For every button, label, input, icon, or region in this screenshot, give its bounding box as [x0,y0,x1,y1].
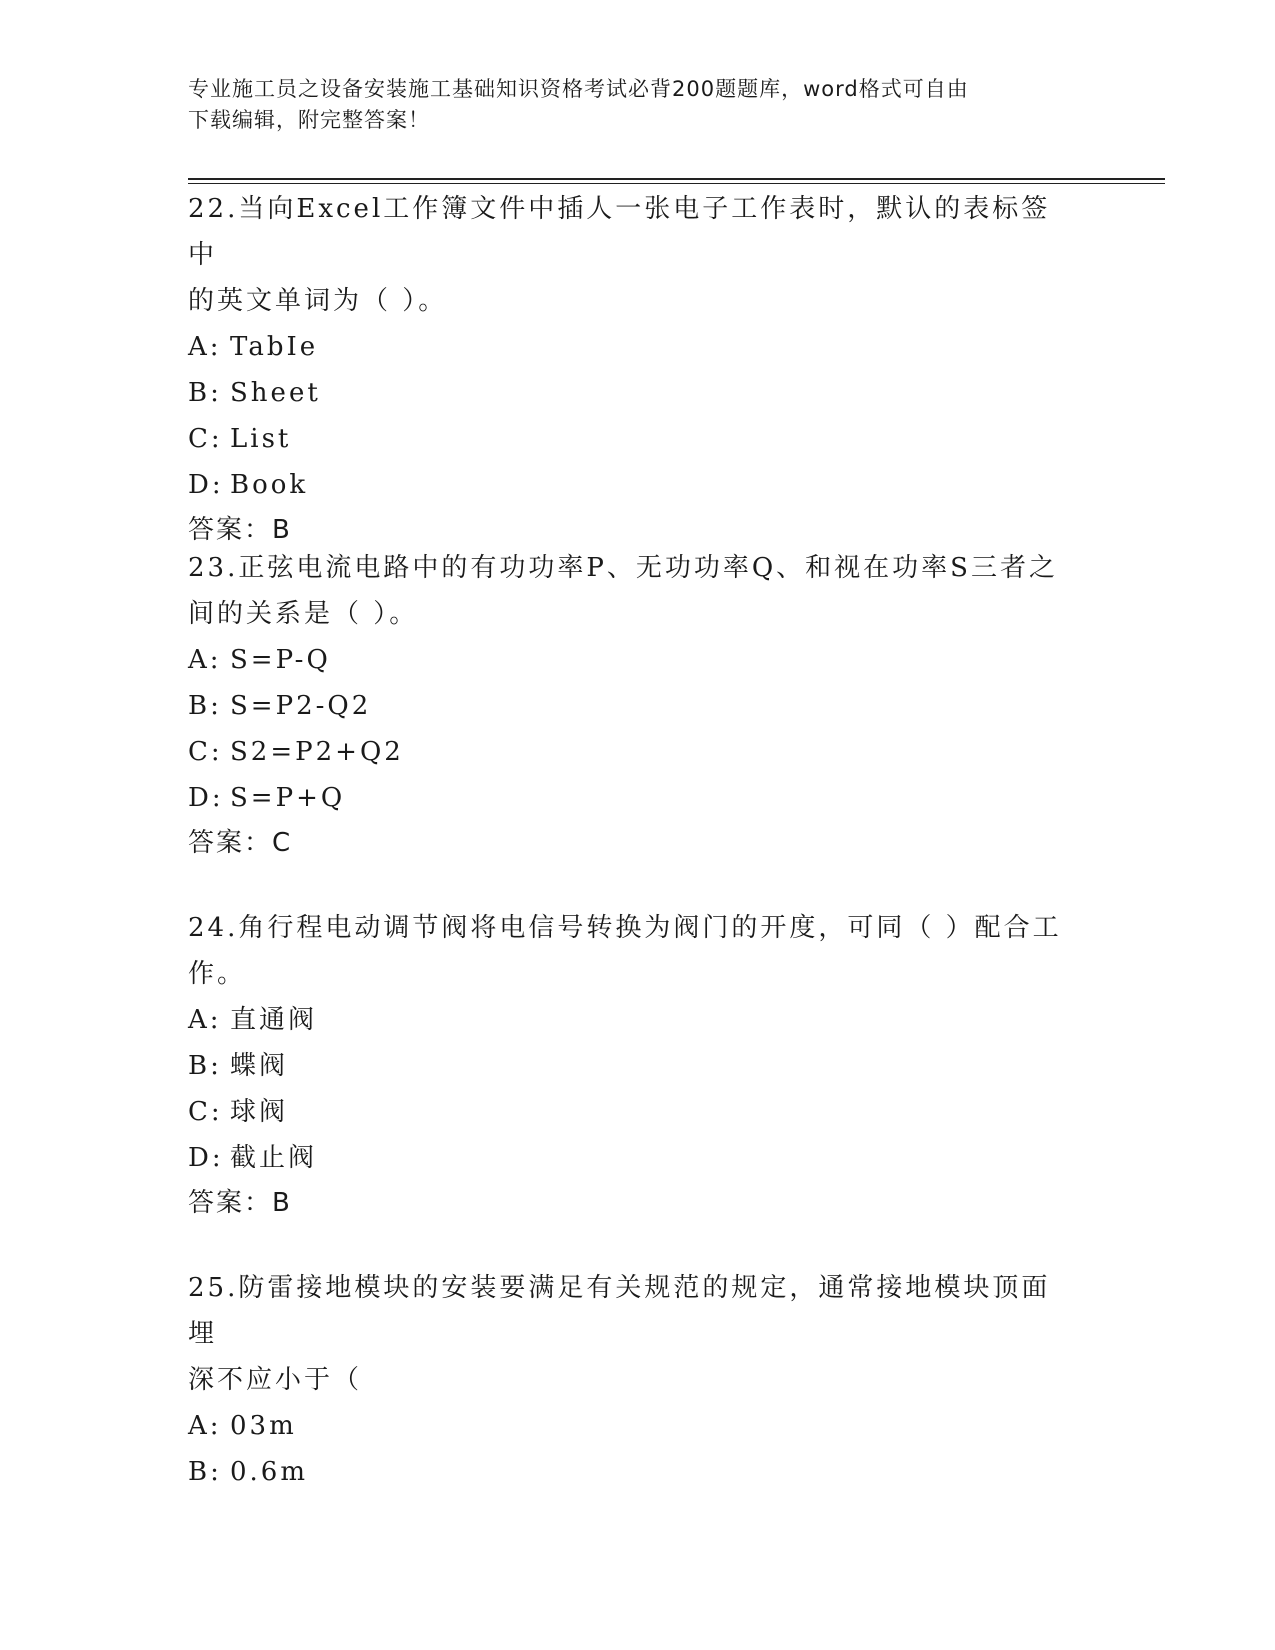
answer: 答案：B [188,1188,292,1218]
option-a: A: TabIe [188,332,319,362]
question-stem-line-2: 的英文单词为（ ）。 [188,286,448,316]
option-b: B: 蝶阀 [188,1051,289,1081]
document-header [188,74,1068,136]
question-stem-line-2: 作。 [188,959,247,989]
header-line-1: 专业施工员之设备安装施工基础知识资格考试必背200题题库，word格式可自由 [188,77,969,101]
answer: 答案：C [188,828,293,858]
option-a: A: 03m [188,1411,297,1441]
question-stem-line-2: 深不应小于（ [188,1365,363,1395]
question-25 [188,1265,1078,1495]
question-stem-line-2: 间的关系是（ ）。 [188,599,419,629]
option-c: C: 球阀 [188,1097,289,1127]
option-a: A: S=P-Q [188,645,331,675]
question-23 [188,545,1078,865]
header-line-2: 下载编辑，附完整答案！ [188,108,430,132]
option-b: B: 0.6m [188,1457,309,1487]
answer: 答案：B [188,515,292,545]
question-stem-line-1: 25.防雷接地模块的安装要满足有关规范的规定，通常接地模块顶面埋 [188,1273,1051,1349]
question-24 [188,905,1078,1225]
option-d: D: 截止阀 [188,1143,318,1173]
question-22 [188,186,1078,552]
option-a: A: 直通阀 [188,1005,318,1035]
option-b: B: S=P2-Q2 [188,691,372,721]
question-stem-line-1: 24.角行程电动调节阀将电信号转换为阀门的开度，可同（ ）配合工 [188,913,1062,943]
option-b: B: Sheet [188,378,321,408]
option-c: C: S2=P2+Q2 [188,737,404,767]
header-divider-thick [188,178,1165,180]
header-divider-thin [188,183,1165,184]
question-stem-line-1: 22.当向Excel工作簿文件中插人一张电子工作表时，默认的表标签中 [188,194,1051,270]
option-d: D: S=P+Q [188,783,346,813]
question-stem-line-1: 23.正弦电流电路中的有功功率P、无功功率Q、和视在功率S三者之 [188,553,1058,583]
option-d: D: Book [188,470,309,500]
option-c: C: List [188,424,292,454]
